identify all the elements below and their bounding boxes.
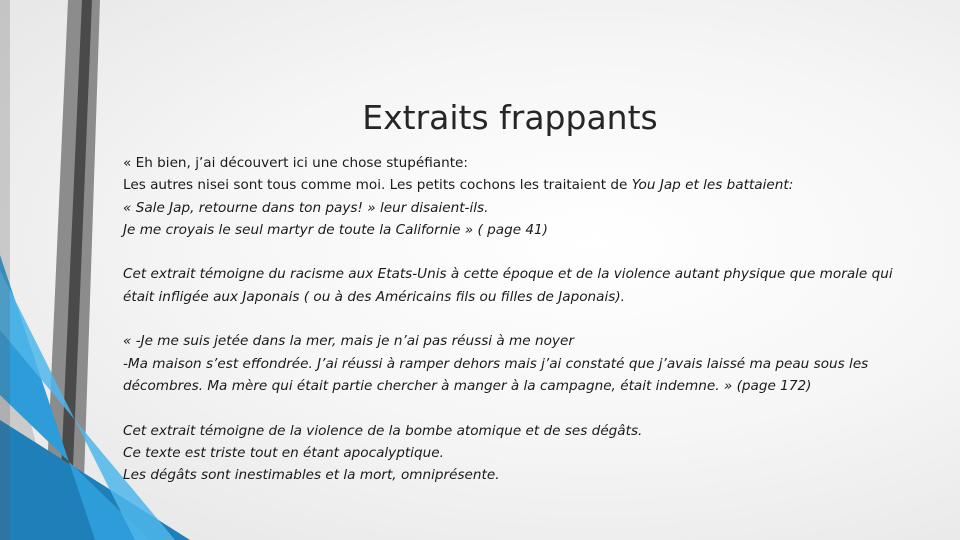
slide-title: Extraits frappants [362, 98, 658, 137]
comment2-line1: Cet extrait témoigne de la violence de la bombe atomique et de ses dégâts. [123, 422, 643, 439]
quote1-line3: « Sale Jap, retourne dans ton pays! » leur disaient-ils. [123, 199, 489, 216]
comment2-line3: Les dégâts sont inestimables et la mort, omniprésente. [123, 467, 500, 484]
comment2-line2: Ce texte est triste tout en étant apocalyptique. [123, 444, 444, 461]
quote1-line2-italic: You Jap et les battaient: [631, 177, 794, 194]
quote2-line1: « -Je me suis jetée dans la mer, mais je n’ai pas réussi à me noyer [123, 333, 574, 350]
quote2-line3: décombres. Ma mère qui était partie chercher à manger à la campagne, était indemne. » (page 172) [123, 377, 812, 394]
spacer [123, 241, 928, 263]
comment1-line2: était infligée aux Japonais ( ou à des Américains fils ou filles de Japonais). [123, 288, 625, 305]
quote2-line2: -Ma maison s’est effondrée. J’ai réussi à ramper dehors mais j’ai constaté que j’avais laissé ma peau sous les [123, 355, 869, 372]
quote1-line4: Je me croyais le seul martyr de toute la Californie » ( page 41) [123, 221, 548, 238]
spacer [123, 308, 928, 330]
quote1-line2-plain: Les autres nisei sont tous comme moi. Les petits cochons les traitaient de [123, 177, 632, 194]
comment1-line1: Cet extrait témoigne du racisme aux Etats-Unis à cette époque et de la violence autant physique que morale qui [123, 266, 893, 283]
quote1-line1: « Eh bien, j’ai découvert ici une chose stupéfiante: [123, 155, 469, 171]
slide-body [123, 152, 928, 486]
quote1-line2 [123, 174, 928, 196]
spacer [123, 397, 928, 419]
gray-edge-stripe [0, 0, 10, 540]
